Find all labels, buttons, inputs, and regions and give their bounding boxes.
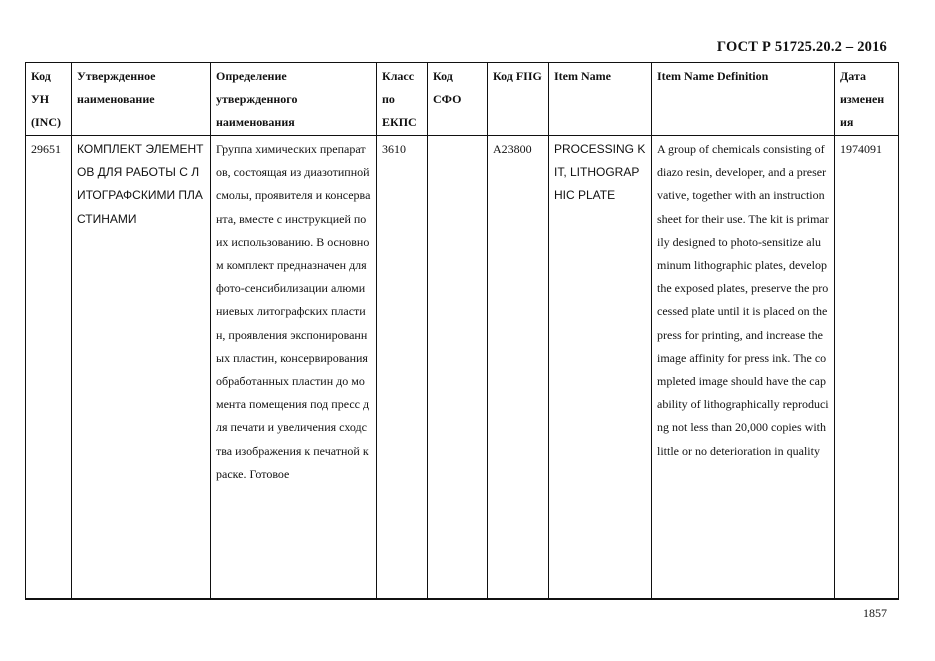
header-approved-name: Утвержденное наименование — [72, 63, 211, 136]
header-code-un: Код УН (INC) — [26, 63, 72, 136]
header-definition: Определение утвержденного наименования — [211, 63, 377, 136]
nomenclature-table — [25, 62, 899, 600]
header-change-date: Дата изменен ия — [835, 63, 899, 136]
cell-definition: Группа химических препаратов, состоящая из диазотипной смолы, проявителя и консерванта, вместе с инструкцией по их использованию. В основном комплект предназначен для фото-сенсибилизации алюминиевых литографских пластин, проявления экспонированных пластин, консервирования обработанных пластин до момента помещения под пресс для печати и увеличения сходства изображения к печатной краске. Готовое — [211, 136, 377, 600]
header-code-sfo: Код СФО — [428, 63, 488, 136]
table-row — [26, 136, 899, 600]
table-header-row — [26, 63, 899, 136]
header-code-fiig: Код FIIG — [488, 63, 549, 136]
cell-code-fiig: A23800 — [488, 136, 549, 600]
cell-code-un: 29651 — [26, 136, 72, 600]
cell-item-name-definition: A group of chemicals consisting of diazo resin, developer, and a preservative, together with an instruction sheet for their use. The kit is primarily designed to photo-sensitize aluminum lithographic plates, develop the exposed plates, preserve the processed plate until it is placed on the press for printing, and increase the image affinity for press ink. The completed image should have the capability of lithographically reproducing not less than 20,000 copies with little or no deterioration in quality — [652, 136, 835, 600]
header-class-ekps: Класс по ЕКПС — [377, 63, 428, 136]
page-number: 1857 — [863, 606, 887, 620]
standard-header: ГОСТ Р 51725.20.2 – 2016 — [716, 39, 887, 55]
cell-change-date: 1974091 — [835, 136, 899, 600]
header-item-name-definition: Item Name Definition — [652, 63, 835, 136]
cell-approved-name: КОМПЛЕКТ ЭЛЕМЕНТОВ ДЛЯ РАБОТЫ С ЛИТОГРАФСКИМИ ПЛАСТИНАМИ — [72, 136, 211, 600]
header-item-name: Item Name — [549, 63, 652, 136]
cell-item-name: PROCESSING KIT, LITHOGRAPHIC PLATE — [549, 136, 652, 600]
cell-class-ekps: 3610 — [377, 136, 428, 600]
cell-code-sfo — [428, 136, 488, 600]
